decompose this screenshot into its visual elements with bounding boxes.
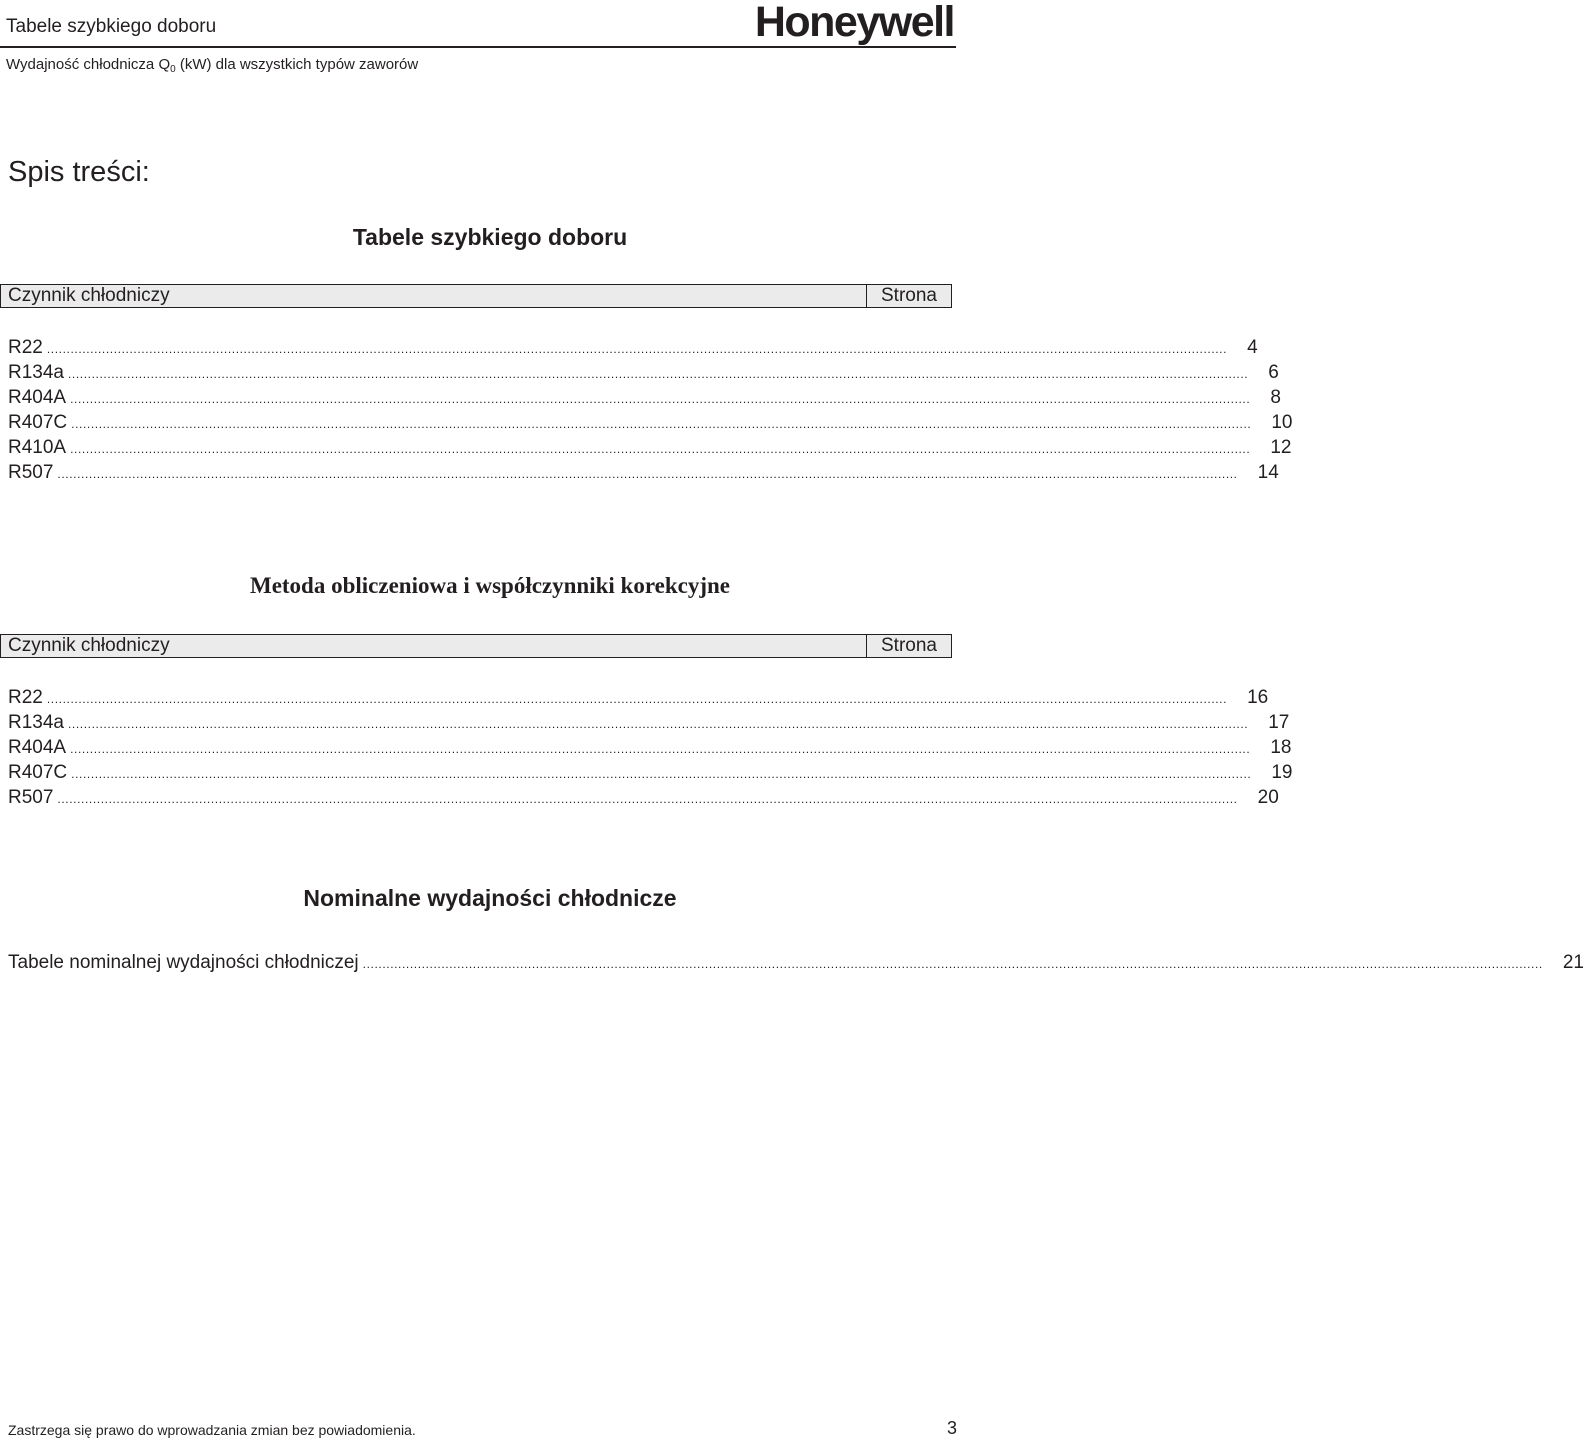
dot-leader: ............................................................................................................................................................................................................................................................................................................ — [68, 717, 1249, 731]
dot-leader: ............................................................................................................................................................................................................................................................................................................ — [70, 442, 1251, 456]
dot-leader: ............................................................................................................................................................................................................................................................................................................ — [71, 767, 1252, 781]
column-header-page: Strona — [881, 285, 937, 306]
dot-leader: ............................................................................................................................................................................................................................................................................................................ — [70, 742, 1251, 756]
toc-entry — [8, 360, 1279, 385]
toc-entry-page: 18 — [1270, 737, 1292, 758]
toc-entry-page: 21 — [1562, 952, 1584, 973]
toc-entry-page: 12 — [1270, 437, 1292, 458]
toc-entry-label: R410A — [8, 437, 67, 458]
toc-entry-page: 8 — [1270, 387, 1281, 408]
dot-leader: ............................................................................................................................................................................................................................................................................................................ — [362, 957, 1543, 971]
toc-entry-label: R22 — [8, 337, 43, 358]
toc-entry — [8, 760, 1293, 785]
dot-leader: ............................................................................................................................................................................................................................................................................................................ — [70, 392, 1251, 406]
toc-entry — [8, 335, 1258, 360]
toc-entry — [8, 735, 1292, 760]
toc-entry-page: 10 — [1271, 412, 1293, 433]
subtitle-text-rest: (kW) dla wszystkich typów zaworów — [175, 56, 419, 73]
toc-entry — [8, 785, 1279, 810]
toc-entry-label: R407C — [8, 412, 68, 433]
toc-list-quick-selection — [8, 335, 1293, 485]
toc-entry-label: R134a — [8, 712, 64, 733]
toc-entry — [8, 435, 1292, 460]
toc-entry — [8, 685, 1269, 710]
toc-entry-page: 20 — [1257, 787, 1279, 808]
footer-disclaimer: Zastrzega się prawo do wprowadzania zmian bez powiadomienia. — [8, 1422, 416, 1438]
toc-entry-label: R404A — [8, 737, 67, 758]
toc-entry — [8, 460, 1279, 485]
dot-leader: ............................................................................................................................................................................................................................................................................................................ — [57, 792, 1238, 806]
toc-entry-label: R507 — [8, 462, 54, 483]
dot-leader: ............................................................................................................................................................................................................................................................................................................ — [57, 467, 1238, 481]
subtitle-text: Wydajność chłodnicza Q — [6, 56, 171, 73]
section-title-quick-selection: Tabele szybkiego doboru — [352, 224, 628, 250]
toc-entry — [8, 385, 1281, 410]
toc-entry-page: 17 — [1268, 712, 1290, 733]
table-header-calculation-method — [0, 634, 952, 658]
header-title: Tabele szybkiego doboru — [6, 16, 217, 37]
toc-entry-label: R134a — [8, 362, 64, 383]
page-number: 3 — [946, 1418, 957, 1438]
toc-entry-page: 19 — [1271, 762, 1293, 783]
subtitle-subscript: 0 — [170, 64, 176, 75]
toc-entry — [8, 710, 1290, 735]
header-divider — [0, 46, 956, 48]
toc-entry-page: 4 — [1247, 337, 1258, 358]
toc-entry-page: 16 — [1247, 687, 1269, 708]
column-header-refrigerant: Czynnik chłodniczy — [1, 285, 867, 307]
dot-leader: ............................................................................................................................................................................................................................................................................................................ — [68, 367, 1249, 381]
toc-entry-page: 6 — [1268, 362, 1279, 383]
toc-entry-label: R407C — [8, 762, 68, 783]
section-title-nominal-capacity: Nominalne wydajności chłodnicze — [303, 885, 677, 911]
toc-list-nominal-capacity — [8, 950, 1584, 975]
header-subtitle — [6, 56, 418, 75]
column-header-page: Strona — [881, 635, 937, 656]
toc-entry-label: R22 — [8, 687, 43, 708]
toc-entry-label: Tabele nominalnej wydajności chłodniczej — [8, 952, 359, 973]
toc-heading: Spis treści: — [8, 156, 150, 188]
toc-entry-label: R404A — [8, 387, 67, 408]
toc-entry-label: R507 — [8, 787, 54, 808]
dot-leader: ............................................................................................................................................................................................................................................................................................................ — [46, 342, 1228, 356]
honeywell-logo: Honeywell — [754, 0, 954, 46]
toc-entry-page: 14 — [1257, 462, 1279, 483]
dot-leader: ............................................................................................................................................................................................................................................................................................................ — [46, 692, 1228, 706]
toc-list-calculation-method — [8, 685, 1293, 810]
column-header-refrigerant: Czynnik chłodniczy — [1, 635, 867, 657]
table-header-quick-selection — [0, 284, 952, 308]
toc-entry — [8, 950, 1584, 975]
section-title-calculation-method: Metoda obliczeniowa i współczynniki korekcyjne — [249, 573, 730, 598]
dot-leader: ............................................................................................................................................................................................................................................................................................................ — [71, 417, 1252, 431]
toc-entry — [8, 410, 1293, 435]
